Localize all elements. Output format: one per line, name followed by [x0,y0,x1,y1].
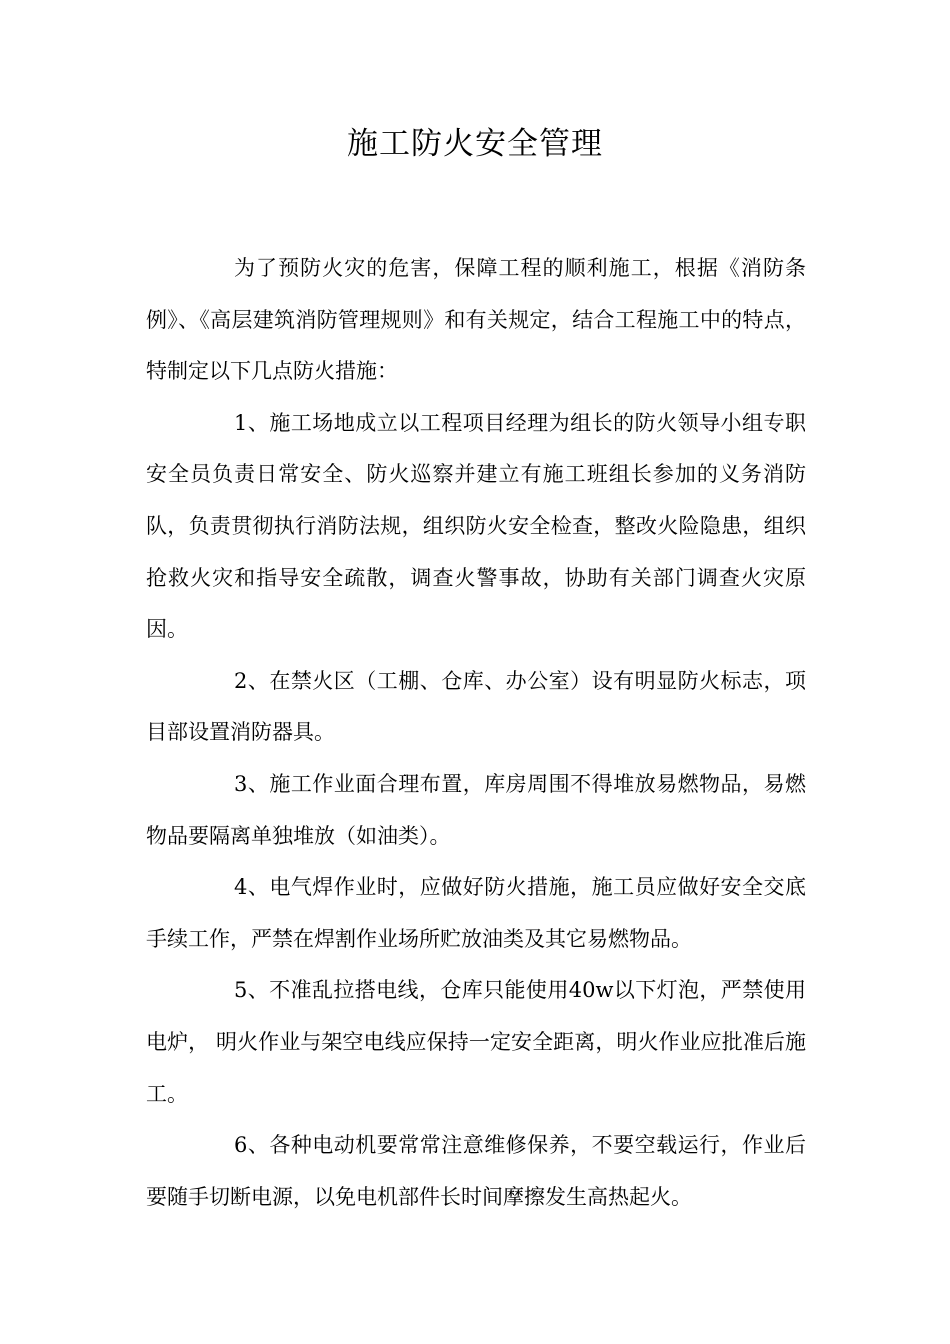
intro-paragraph: 为了预防火灾的危害，保障工程的顺利施工，根据《消防条例》、《高层建筑消防管理规则》和有关规定，结合工程施工中的特点，特制定以下几点防火措施： [146,256,806,384]
document-body [146,243,806,1223]
measure-paragraph-2: 2、在禁火区（工棚、仓库、办公室）设有明显防火标志，项目部设置消防器具。 [146,668,806,745]
measure-paragraph-1: 1、施工场地成立以工程项目经理为组长的防火领导小组专职安全员负责日常安全、防火巡察并建立有施工班组长参加的义务消防队，负责贯彻执行消防法规，组织防火安全检查，整改火险隐患，组织抢救火灾和指导安全疏散，调查火警事故，协助有关部门调查火灾原因。 [146,410,806,642]
document-title: 施工防火安全管理 [347,126,603,162]
measure-paragraph-3: 3、施工作业面合理布置，库房周围不得堆放易燃物品，易燃物品要隔离单独堆放（如油类）。 [146,771,806,848]
measure-paragraph-5: 5、不准乱拉搭电线，仓库只能使用40w以下灯泡，严禁使用电炉， 明火作业与架空电线应保持一定安全距离，明火作业应批准后施工。 [146,978,806,1106]
measure-paragraph-4: 4、电气焊作业时，应做好防火措施，施工员应做好安全交底手续工作，严禁在焊割作业场所贮放油类及其它易燃物品。 [146,875,806,951]
measure-paragraph-6: 6、各种电动机要常常注意维修保养，不要空载运行，作业后要随手切断电源，以免电机部件长时间摩擦发生高热起火。 [146,1133,806,1209]
